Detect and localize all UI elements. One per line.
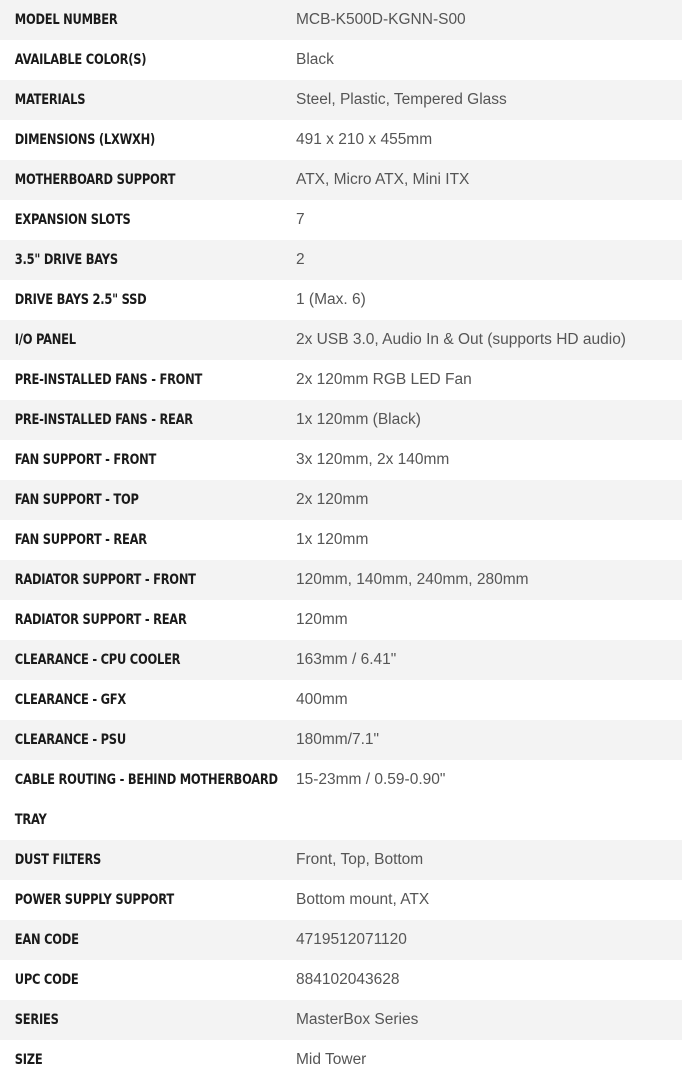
spec-value: 7 [296, 211, 305, 228]
spec-label-cell [0, 520, 243, 560]
spec-label: DRIVE BAYS 2.5" SSD [14, 292, 147, 308]
spec-label: FAN SUPPORT - FRONT [14, 452, 157, 468]
spec-value: 2x 120mm [296, 491, 369, 508]
spec-label: 3.5" DRIVE BAYS [14, 252, 118, 268]
spec-row [0, 560, 682, 600]
spec-value: 15-23mm / 0.59-0.90" [296, 771, 446, 788]
spec-label-cell [0, 880, 243, 920]
spec-value: 120mm, 140mm, 240mm, 280mm [296, 571, 529, 588]
spec-row [0, 720, 682, 760]
spec-label-cell [0, 320, 243, 360]
spec-value: 400mm [296, 691, 348, 708]
spec-row [0, 360, 682, 400]
spec-label-cell [0, 80, 243, 120]
spec-label-cell [0, 160, 243, 200]
spec-label-cell [0, 1000, 243, 1040]
spec-value: ATX, Micro ATX, Mini ITX [296, 171, 470, 188]
spec-label: SERIES [14, 1012, 59, 1028]
spec-row [0, 240, 682, 280]
spec-row [0, 840, 682, 880]
spec-label: MOTHERBOARD SUPPORT [14, 172, 176, 188]
spec-label-cell [0, 600, 243, 640]
spec-label: PRE-INSTALLED FANS - REAR [14, 412, 193, 428]
spec-label: EAN CODE [14, 932, 79, 948]
spec-label-cell [0, 200, 243, 240]
spec-value: Mid Tower [296, 1051, 367, 1068]
spec-label-cell [0, 920, 243, 960]
spec-value: 3x 120mm, 2x 140mm [296, 451, 450, 468]
spec-row [0, 320, 682, 360]
spec-label-cell [0, 400, 243, 440]
spec-label-cell [0, 1040, 243, 1080]
spec-label: DUST FILTERS [14, 852, 102, 868]
spec-label: AVAILABLE COLOR(S) [14, 52, 147, 68]
spec-row [0, 440, 682, 480]
spec-value: 2 [296, 251, 305, 268]
spec-row [0, 960, 682, 1000]
spec-value: 2x 120mm RGB LED Fan [296, 371, 472, 388]
spec-label-cell [0, 480, 243, 520]
spec-label-cell [0, 440, 243, 480]
spec-value: 2x USB 3.0, Audio In & Out (supports HD audio) [296, 331, 626, 348]
spec-value: 180mm/7.1" [296, 731, 380, 748]
spec-label: CLEARANCE - CPU COOLER [14, 652, 181, 668]
spec-row [0, 640, 682, 680]
spec-row [0, 80, 682, 120]
spec-value: 1 (Max. 6) [296, 291, 366, 308]
spec-row [0, 120, 682, 160]
spec-label-cell [0, 720, 243, 760]
spec-row [0, 480, 682, 520]
spec-label: MATERIALS [14, 92, 86, 108]
spec-label: FAN SUPPORT - REAR [14, 532, 147, 548]
spec-label: POWER SUPPLY SUPPORT [14, 892, 174, 908]
spec-label-cell [0, 240, 243, 280]
spec-label-cell [0, 840, 243, 880]
spec-label-cell [0, 280, 243, 320]
spec-label: SIZE [14, 1052, 43, 1068]
spec-value: Black [296, 51, 334, 68]
spec-label-cell [0, 120, 243, 160]
spec-row [0, 160, 682, 200]
spec-label: MODEL NUMBER [14, 12, 118, 28]
spec-row [0, 920, 682, 960]
spec-row [0, 880, 682, 920]
spec-row [0, 680, 682, 720]
spec-label-cell [0, 0, 243, 40]
spec-label-cell [0, 760, 278, 840]
spec-row [0, 1040, 682, 1080]
spec-row [0, 400, 682, 440]
spec-value: 1x 120mm [296, 531, 369, 548]
spec-value: MasterBox Series [296, 1011, 419, 1028]
spec-label: EXPANSION SLOTS [14, 212, 131, 228]
spec-row [0, 0, 682, 40]
spec-label-cell [0, 960, 243, 1000]
spec-label: RADIATOR SUPPORT - REAR [14, 612, 187, 628]
spec-label: RADIATOR SUPPORT - FRONT [14, 572, 196, 588]
spec-label-cell [0, 360, 243, 400]
spec-value: 884102043628 [296, 971, 400, 988]
spec-value: 4719512071120 [296, 931, 407, 948]
spec-value: Bottom mount, ATX [296, 891, 430, 908]
spec-row [0, 40, 682, 80]
spec-label: PRE-INSTALLED FANS - FRONT [14, 372, 203, 388]
spec-row [0, 280, 682, 320]
spec-row [0, 600, 682, 640]
spec-value: MCB-K500D-KGNN-S00 [296, 11, 466, 28]
spec-label-cell [0, 640, 243, 680]
spec-label-cell [0, 680, 243, 720]
spec-row [0, 520, 682, 560]
spec-value: 491 x 210 x 455mm [296, 131, 433, 148]
spec-label: CABLE ROUTING - BEHIND MOTHERBOARD TRAY [14, 772, 278, 828]
spec-value: 163mm / 6.41" [296, 651, 397, 668]
spec-label: DIMENSIONS (LXWXH) [14, 132, 155, 148]
spec-value: 120mm [296, 611, 348, 628]
spec-row [0, 1000, 682, 1040]
spec-label: CLEARANCE - GFX [14, 692, 127, 708]
spec-row [0, 760, 682, 840]
spec-value: Front, Top, Bottom [296, 851, 424, 868]
spec-label-cell [0, 40, 243, 80]
spec-label: UPC CODE [14, 972, 79, 988]
spec-label-cell [0, 560, 243, 600]
spec-row [0, 200, 682, 240]
spec-value: 1x 120mm (Black) [296, 411, 421, 428]
spec-label: CLEARANCE - PSU [14, 732, 126, 748]
spec-label: FAN SUPPORT - TOP [14, 492, 139, 508]
spec-label: I/O PANEL [14, 332, 76, 348]
spec-value: Steel, Plastic, Tempered Glass [296, 91, 507, 108]
